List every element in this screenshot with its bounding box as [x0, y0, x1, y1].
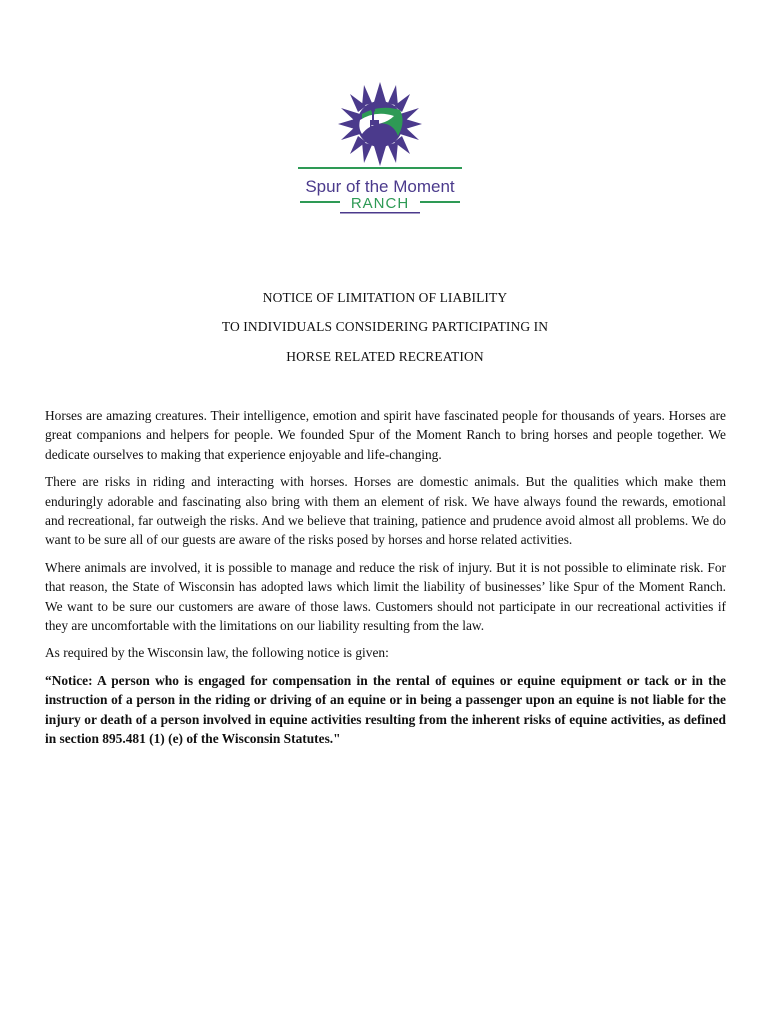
- statutory-notice: “Notice: A person who is engaged for compensation in the rental of equines or equine equipment or tack or in the instruction of a person in the riding or driving of an equine or in being a passenger upon an equine is not liable for the injury or death of a person involved in equine activities resulting from the inherent risks of equine activities, as defined in section 895.481 (1) (e) of the Wisconsin Statutes.": [45, 672, 726, 747]
- title-line-2: TO INDIVIDUALS CONSIDERING PARTICIPATING IN: [221, 319, 549, 334]
- title-line-1: NOTICE OF LIMITATION OF LIABILITY: [262, 290, 508, 305]
- logo-line2: RANCH: [350, 195, 410, 212]
- paragraph-law: Where animals are involved, it is possible to manage and reduce the risk of injury. But it is not possible to eliminate risk. For that reason, the State of Wisconsin has adopted laws which limit the liability of businesses’ like Spur of the Moment Ranch. We want to be sure our customers are aware of those laws. Customers should not participate in our recreational activities if they are uncomfortable with the limitations on our liability resulting from the law.: [45, 559, 726, 634]
- document-body: [45, 406, 726, 757]
- sun-deer-logo-icon: [296, 80, 466, 225]
- paragraph-intro: Horses are amazing creatures. Their intelligence, emotion and spirit have fascinated people for thousands of years. Horses are great companions and helpers for people. We founded Spur of the Moment Ranch to bring horses and people together. We dedicate ourselves to making that experience enjoyable and life-changing.: [45, 408, 726, 462]
- title-line-3: HORSE RELATED RECREATION: [286, 349, 484, 364]
- ranch-logo: [296, 80, 466, 225]
- paragraph-risks: There are risks in riding and interacting with horses. Horses are domestic animals. But the qualities which make them enduringly adorable and fascinating also bring with them an element of risk. We have always found the rewards, emotional and recreational, far outweigh the risks. And we believe that training, patience and prudence avoid almost all problems. We do want to be sure all of our guests are aware of the risks posed by horses and horse related activities.: [45, 474, 726, 548]
- logo-line1: Spur of the Moment: [305, 177, 455, 196]
- paragraph-requirement: As required by the Wisconsin law, the following notice is given:: [45, 645, 389, 661]
